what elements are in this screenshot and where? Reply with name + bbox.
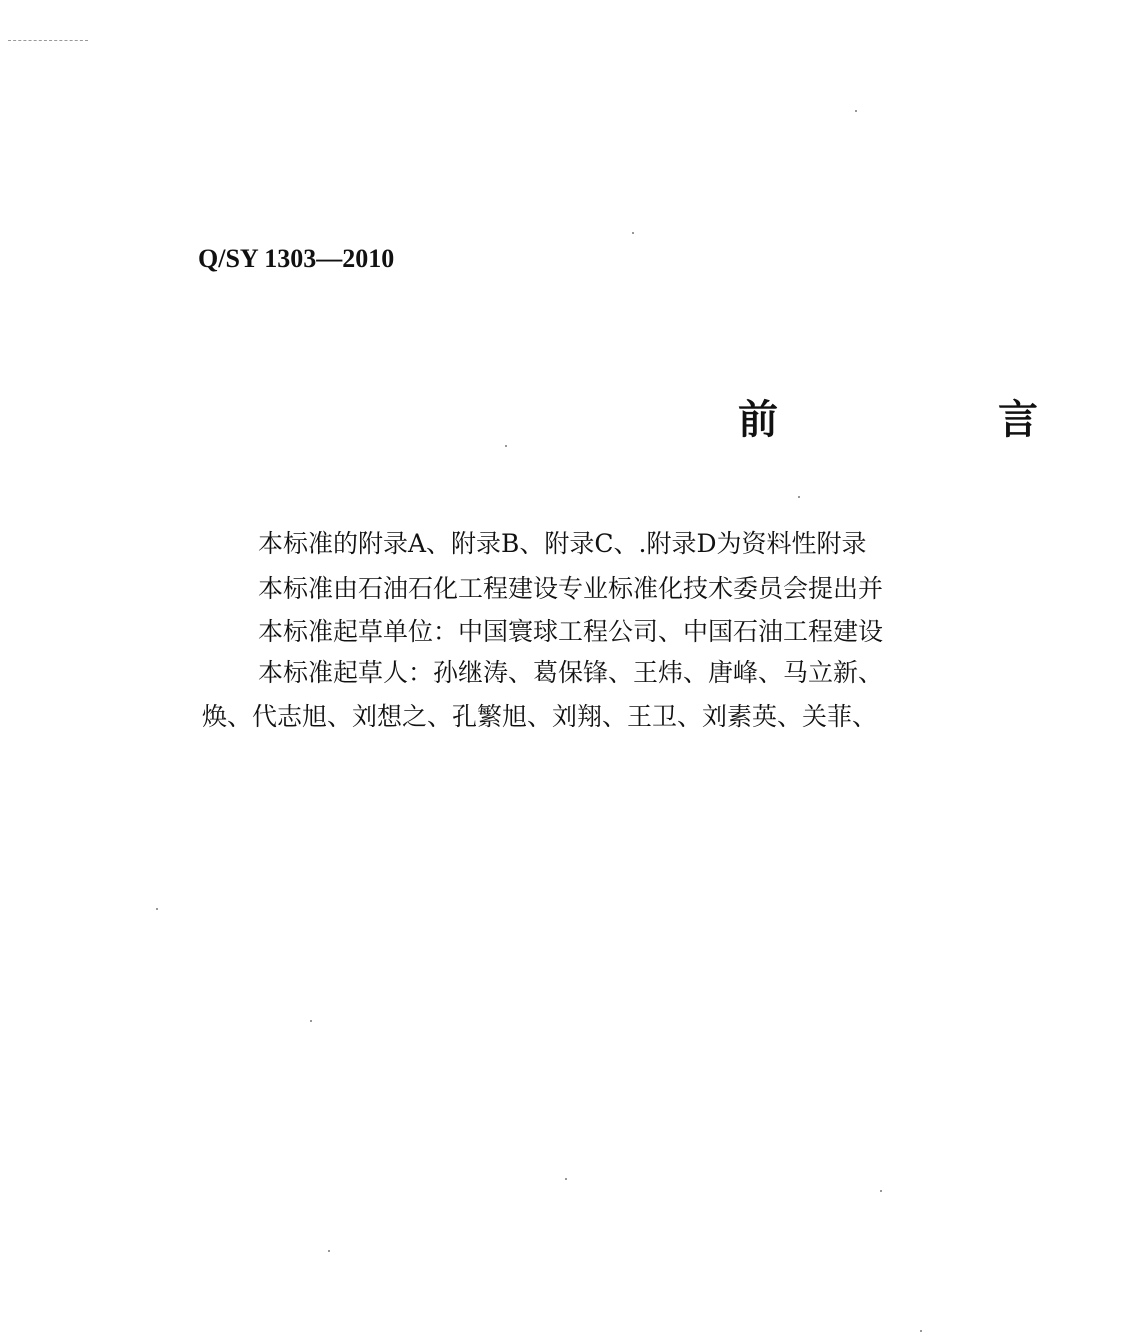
paragraph-drafters: 本标准起草人：孙继涛、葛保锋、王炜、唐峰、马立新、 <box>258 658 884 687</box>
scan-speck <box>328 1250 330 1252</box>
scan-speck <box>920 1330 922 1332</box>
scan-speck <box>310 1020 312 1022</box>
standard-code: Q/SY 1303—2010 <box>198 244 395 273</box>
paragraph-appendix-note: 本标准的附录A、附录B、附录C、.附录D为资料性附录 <box>258 529 867 558</box>
scan-artifact <box>8 40 88 43</box>
paragraph-drafters-continued: 焕、代志旭、刘想之、孔繁旭、刘翔、王卫、刘素英、关菲、 <box>202 702 878 731</box>
scan-speck <box>505 445 507 447</box>
scan-speck <box>565 1178 567 1180</box>
scan-speck <box>855 110 857 112</box>
scan-speck <box>156 908 158 910</box>
scan-speck <box>632 232 634 234</box>
scan-speck <box>798 496 800 498</box>
paragraph-proposer: 本标准由石油石化工程建设专业标准化技术委员会提出并 <box>258 574 884 603</box>
scan-speck <box>880 1190 882 1192</box>
paragraph-drafting-units: 本标准起草单位：中国寰球工程公司、中国石油工程建设 <box>258 617 884 646</box>
section-title: 前 言 <box>738 397 1128 443</box>
